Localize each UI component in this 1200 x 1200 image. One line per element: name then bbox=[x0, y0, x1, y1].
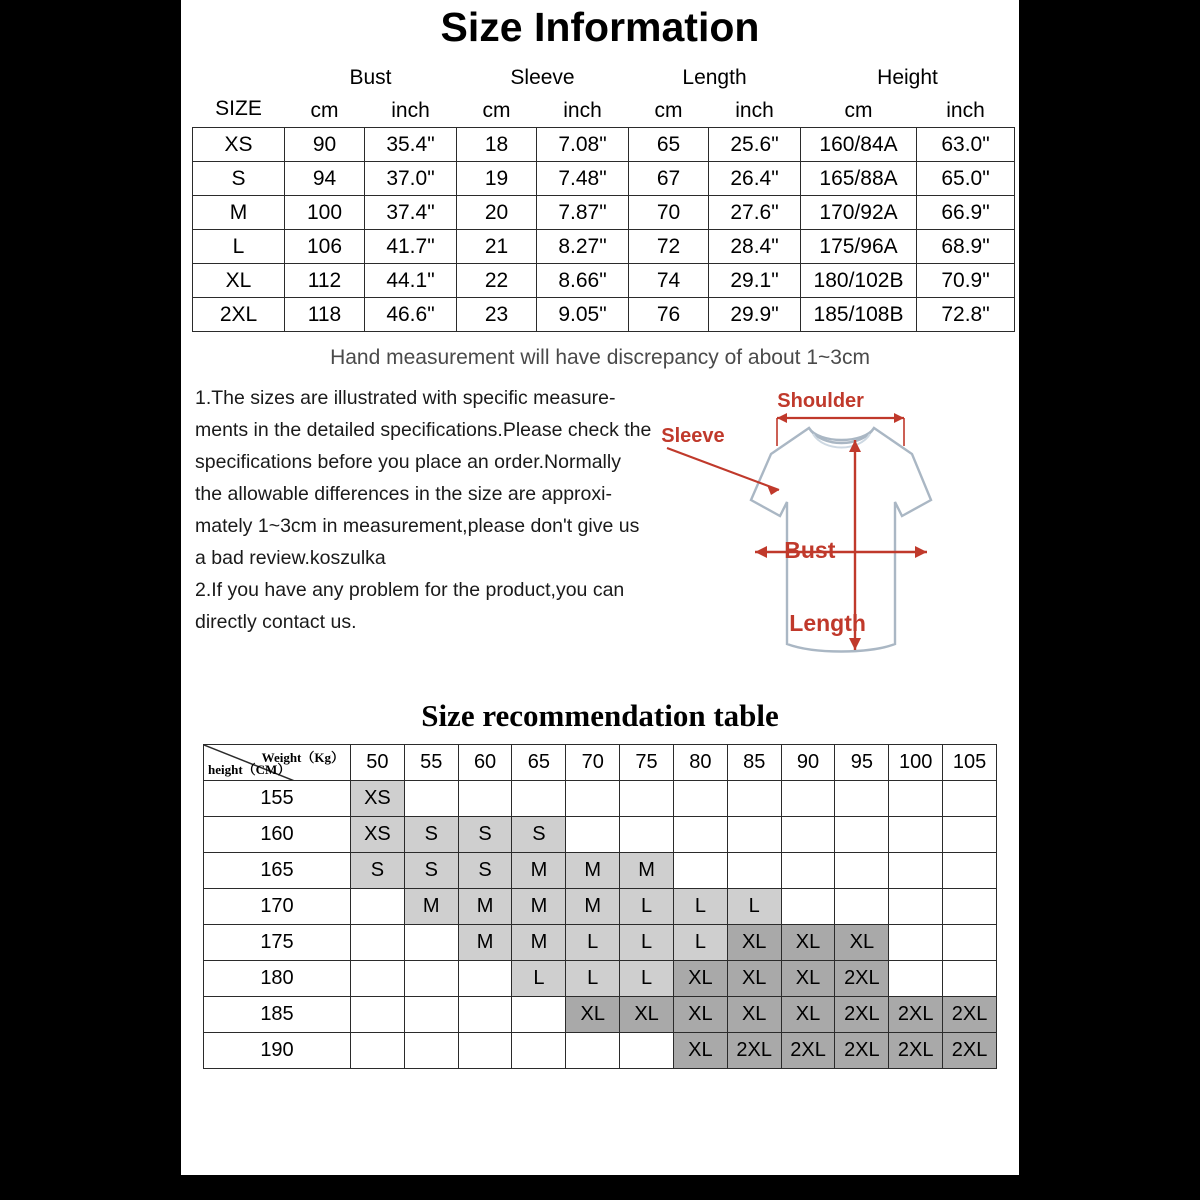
recommendation-cell bbox=[512, 997, 566, 1033]
recommendation-cell: XS bbox=[351, 817, 405, 853]
table-row bbox=[204, 853, 997, 889]
table-row bbox=[193, 128, 1015, 162]
height-header-165: 165 bbox=[204, 853, 351, 889]
table-row bbox=[204, 961, 997, 997]
measure-cell: 8.27" bbox=[537, 230, 629, 264]
recommendation-cell bbox=[512, 781, 566, 817]
recommendation-cell: 2XL bbox=[835, 997, 889, 1033]
recommendation-cell: XL bbox=[673, 997, 727, 1033]
recommendation-cell: 2XL bbox=[835, 1033, 889, 1069]
recommendation-cell: M bbox=[566, 889, 620, 925]
instruction-line-3: specifications before you place an order.Normally bbox=[195, 451, 621, 473]
weight-header-60: 60 bbox=[458, 745, 512, 781]
measure-cell: 7.87" bbox=[537, 196, 629, 230]
measure-cell: 100 bbox=[285, 196, 365, 230]
measure-cell: 46.6" bbox=[365, 298, 457, 332]
recommendation-header-row bbox=[204, 745, 997, 781]
recommendation-cell: XL bbox=[781, 925, 835, 961]
header-unit-height-inch: inch bbox=[917, 94, 1015, 128]
recommendation-cell bbox=[781, 781, 835, 817]
height-header-155: 155 bbox=[204, 781, 351, 817]
recommendation-cell bbox=[835, 781, 889, 817]
measure-cell: 70.9" bbox=[917, 264, 1015, 298]
measure-cell: 106 bbox=[285, 230, 365, 264]
measure-cell: 63.0" bbox=[917, 128, 1015, 162]
measure-cell: 68.9" bbox=[917, 230, 1015, 264]
recommendation-cell bbox=[458, 1033, 512, 1069]
recommendation-cell: 2XL bbox=[889, 1033, 943, 1069]
measure-cell: 22 bbox=[457, 264, 537, 298]
recommendation-cell bbox=[351, 997, 405, 1033]
measure-cell: 112 bbox=[285, 264, 365, 298]
header-size: SIZE bbox=[193, 61, 285, 128]
recommendation-cell: XS bbox=[351, 781, 405, 817]
recommendation-cell: M bbox=[620, 853, 674, 889]
recommendation-cell bbox=[404, 997, 458, 1033]
recommendation-cell bbox=[781, 889, 835, 925]
measure-cell: 170/92A bbox=[801, 196, 917, 230]
diagram-label-length: Length bbox=[789, 610, 866, 636]
measure-cell: 185/108B bbox=[801, 298, 917, 332]
measure-cell: 41.7" bbox=[365, 230, 457, 264]
measure-cell: 65 bbox=[629, 128, 709, 162]
recommendation-cell bbox=[943, 889, 997, 925]
measure-cell: 25.6" bbox=[709, 128, 801, 162]
tshirt-measurement-diagram bbox=[659, 382, 1005, 692]
instructions-text bbox=[195, 382, 659, 692]
recommendation-title: Size recommendation table bbox=[421, 698, 779, 733]
measure-cell: 8.66" bbox=[537, 264, 629, 298]
measure-cell: 37.0" bbox=[365, 162, 457, 196]
recommendation-cell bbox=[889, 889, 943, 925]
table-row bbox=[193, 264, 1015, 298]
measure-cell: 72 bbox=[629, 230, 709, 264]
height-axis-label: height（CM） bbox=[208, 762, 291, 777]
height-header-185: 185 bbox=[204, 997, 351, 1033]
recommendation-cell bbox=[566, 817, 620, 853]
size-cell: 2XL bbox=[193, 298, 285, 332]
measure-cell: 65.0" bbox=[917, 162, 1015, 196]
recommendation-cell bbox=[943, 817, 997, 853]
recommendation-cell bbox=[727, 853, 781, 889]
recommendation-cell bbox=[943, 961, 997, 997]
recommendation-cell: M bbox=[458, 889, 512, 925]
recommendation-cell: S bbox=[512, 817, 566, 853]
diagram-label-shoulder: Shoulder bbox=[777, 390, 864, 412]
recommendation-cell: M bbox=[458, 925, 512, 961]
measure-cell: 29.1" bbox=[709, 264, 801, 298]
recommendation-cell: M bbox=[404, 889, 458, 925]
measure-cell: 21 bbox=[457, 230, 537, 264]
recommendation-cell bbox=[889, 817, 943, 853]
recommendation-cell bbox=[404, 961, 458, 997]
size-chart-container bbox=[192, 61, 1008, 332]
size-cell: M bbox=[193, 196, 285, 230]
measure-cell: 67 bbox=[629, 162, 709, 196]
recommendation-cell bbox=[458, 997, 512, 1033]
recommendation-cell: 2XL bbox=[835, 961, 889, 997]
recommendation-cell bbox=[620, 781, 674, 817]
instruction-line-6: a bad review.koszulka bbox=[195, 547, 386, 569]
header-unit-bust-inch: inch bbox=[365, 94, 457, 128]
height-header-180: 180 bbox=[204, 961, 351, 997]
recommendation-cell: L bbox=[566, 961, 620, 997]
recommendation-cell bbox=[673, 853, 727, 889]
recommendation-cell: XL bbox=[620, 997, 674, 1033]
recommendation-cell: M bbox=[512, 889, 566, 925]
size-information-sheet bbox=[181, 0, 1019, 1175]
recommendation-cell: S bbox=[404, 817, 458, 853]
measure-cell: 7.48" bbox=[537, 162, 629, 196]
measure-cell: 29.9" bbox=[709, 298, 801, 332]
recommendation-cell bbox=[889, 853, 943, 889]
weight-header-100: 100 bbox=[889, 745, 943, 781]
measure-cell: 76 bbox=[629, 298, 709, 332]
weight-header-95: 95 bbox=[835, 745, 889, 781]
table-row bbox=[204, 817, 997, 853]
recommendation-cell bbox=[673, 817, 727, 853]
height-header-175: 175 bbox=[204, 925, 351, 961]
recommendation-cell: L bbox=[673, 925, 727, 961]
recommendation-cell: XL bbox=[781, 997, 835, 1033]
size-cell: XS bbox=[193, 128, 285, 162]
instructions-and-diagram bbox=[181, 382, 1019, 692]
recommendation-cell bbox=[566, 781, 620, 817]
recommendation-cell bbox=[835, 889, 889, 925]
recommendation-cell bbox=[458, 781, 512, 817]
header-unit-length-inch: inch bbox=[709, 94, 801, 128]
measure-cell: 18 bbox=[457, 128, 537, 162]
recommendation-table bbox=[203, 744, 997, 1069]
table-row bbox=[204, 997, 997, 1033]
recommendation-cell: XL bbox=[727, 997, 781, 1033]
measure-cell: 20 bbox=[457, 196, 537, 230]
measure-cell: 70 bbox=[629, 196, 709, 230]
table-row bbox=[193, 230, 1015, 264]
instruction-line-4: the allowable differences in the size are approxi- bbox=[195, 483, 612, 505]
recommendation-cell bbox=[404, 781, 458, 817]
recommendation-cell: L bbox=[620, 889, 674, 925]
weight-header-70: 70 bbox=[566, 745, 620, 781]
recommendation-cell bbox=[727, 781, 781, 817]
table-row bbox=[204, 925, 997, 961]
header-group-length: Length bbox=[682, 65, 747, 89]
recommendation-cell: S bbox=[458, 853, 512, 889]
recommendation-cell: L bbox=[673, 889, 727, 925]
size-cell: S bbox=[193, 162, 285, 196]
recommendation-cell bbox=[404, 1033, 458, 1069]
recommendation-cell: XL bbox=[673, 1033, 727, 1069]
recommendation-cell bbox=[781, 817, 835, 853]
recommendation-cell: L bbox=[566, 925, 620, 961]
recommendation-cell: XL bbox=[727, 961, 781, 997]
instruction-line-7: 2.If you have any problem for the product,you can bbox=[195, 579, 625, 601]
measure-cell: 72.8" bbox=[917, 298, 1015, 332]
recommendation-cell bbox=[835, 817, 889, 853]
measure-cell: 180/102B bbox=[801, 264, 917, 298]
header-unit-length-cm: cm bbox=[629, 94, 709, 128]
table-row bbox=[204, 1033, 997, 1069]
measure-cell: 160/84A bbox=[801, 128, 917, 162]
size-cell: XL bbox=[193, 264, 285, 298]
measure-cell: 165/88A bbox=[801, 162, 917, 196]
recommendation-cell bbox=[351, 925, 405, 961]
recommendation-cell: S bbox=[458, 817, 512, 853]
recommendation-cell: XL bbox=[727, 925, 781, 961]
header-unit-height-cm: cm bbox=[801, 94, 917, 128]
weight-header-105: 105 bbox=[943, 745, 997, 781]
recommendation-cell bbox=[351, 889, 405, 925]
axis-corner-cell bbox=[204, 745, 351, 781]
recommendation-cell: L bbox=[512, 961, 566, 997]
recommendation-cell bbox=[620, 1033, 674, 1069]
weight-axis-label: Weight（Kg） bbox=[261, 750, 344, 765]
measure-cell: 74 bbox=[629, 264, 709, 298]
measure-cell: 90 bbox=[285, 128, 365, 162]
recommendation-cell: 2XL bbox=[943, 1033, 997, 1069]
header-group-height: Height bbox=[877, 65, 938, 89]
recommendation-cell bbox=[943, 781, 997, 817]
recommendation-cell: L bbox=[727, 889, 781, 925]
instruction-line-1: 1.The sizes are illustrated with specific measure- bbox=[195, 387, 616, 409]
recommendation-cell: M bbox=[566, 853, 620, 889]
recommendation-cell: S bbox=[351, 853, 405, 889]
recommendation-cell: M bbox=[512, 853, 566, 889]
recommendation-cell bbox=[351, 961, 405, 997]
measure-cell: 175/96A bbox=[801, 230, 917, 264]
measure-cell: 7.08" bbox=[537, 128, 629, 162]
recommendation-cell bbox=[781, 853, 835, 889]
recommendation-cell: 2XL bbox=[889, 997, 943, 1033]
recommendation-cell bbox=[566, 1033, 620, 1069]
height-header-190: 190 bbox=[204, 1033, 351, 1069]
instruction-line-5: mately 1~3cm in measurement,please don't give us bbox=[195, 515, 640, 537]
table-row bbox=[204, 781, 997, 817]
recommendation-table-container bbox=[181, 744, 1019, 1069]
recommendation-cell: L bbox=[620, 925, 674, 961]
recommendation-cell bbox=[458, 961, 512, 997]
recommendation-cell bbox=[943, 925, 997, 961]
recommendation-cell: 2XL bbox=[781, 1033, 835, 1069]
recommendation-cell bbox=[673, 781, 727, 817]
measure-cell: 28.4" bbox=[709, 230, 801, 264]
recommendation-cell bbox=[889, 961, 943, 997]
page-title: Size Information bbox=[440, 4, 760, 50]
recommendation-cell: XL bbox=[835, 925, 889, 961]
table-row bbox=[193, 298, 1015, 332]
recommendation-cell bbox=[835, 853, 889, 889]
weight-header-50: 50 bbox=[351, 745, 405, 781]
header-unit-sleeve-cm: cm bbox=[457, 94, 537, 128]
recommendation-cell: 2XL bbox=[727, 1033, 781, 1069]
instruction-line-8: directly contact us. bbox=[195, 611, 357, 633]
measure-cell: 66.9" bbox=[917, 196, 1015, 230]
weight-header-85: 85 bbox=[727, 745, 781, 781]
recommendation-cell: XL bbox=[781, 961, 835, 997]
weight-header-80: 80 bbox=[673, 745, 727, 781]
recommendation-cell bbox=[404, 925, 458, 961]
height-header-170: 170 bbox=[204, 889, 351, 925]
header-group-bust: Bust bbox=[349, 65, 392, 89]
measure-cell: 26.4" bbox=[709, 162, 801, 196]
size-cell: L bbox=[193, 230, 285, 264]
instruction-line-2: ments in the detailed specifications.Please check the bbox=[195, 419, 652, 441]
measurement-note: Hand measurement will have discrepancy of about 1~3cm bbox=[330, 346, 870, 369]
recommendation-cell: M bbox=[512, 925, 566, 961]
header-unit-bust-cm: cm bbox=[285, 94, 365, 128]
height-header-160: 160 bbox=[204, 817, 351, 853]
recommendation-cell: 2XL bbox=[943, 997, 997, 1033]
recommendation-cell bbox=[889, 925, 943, 961]
measure-cell: 9.05" bbox=[537, 298, 629, 332]
weight-header-90: 90 bbox=[781, 745, 835, 781]
recommendation-cell bbox=[943, 853, 997, 889]
recommendation-cell: XL bbox=[673, 961, 727, 997]
weight-header-55: 55 bbox=[404, 745, 458, 781]
measure-cell: 44.1" bbox=[365, 264, 457, 298]
size-chart-table bbox=[192, 61, 1015, 332]
measure-cell: 118 bbox=[285, 298, 365, 332]
measure-cell: 35.4" bbox=[365, 128, 457, 162]
diagram-label-bust: Bust bbox=[784, 537, 836, 563]
recommendation-cell bbox=[512, 1033, 566, 1069]
measure-cell: 37.4" bbox=[365, 196, 457, 230]
recommendation-cell bbox=[620, 817, 674, 853]
table-row bbox=[193, 196, 1015, 230]
measure-cell: 23 bbox=[457, 298, 537, 332]
header-group-sleeve: Sleeve bbox=[510, 65, 575, 89]
measure-cell: 19 bbox=[457, 162, 537, 196]
recommendation-cell bbox=[889, 781, 943, 817]
table-row bbox=[193, 162, 1015, 196]
measure-cell: 27.6" bbox=[709, 196, 801, 230]
weight-header-75: 75 bbox=[620, 745, 674, 781]
recommendation-cell bbox=[727, 817, 781, 853]
recommendation-cell: S bbox=[404, 853, 458, 889]
header-unit-sleeve-inch: inch bbox=[537, 94, 629, 128]
table-row bbox=[204, 889, 997, 925]
recommendation-cell bbox=[351, 1033, 405, 1069]
recommendation-cell: L bbox=[620, 961, 674, 997]
diagram-label-sleeve: Sleeve bbox=[661, 425, 725, 447]
measure-cell: 94 bbox=[285, 162, 365, 196]
recommendation-cell: XL bbox=[566, 997, 620, 1033]
weight-header-65: 65 bbox=[512, 745, 566, 781]
